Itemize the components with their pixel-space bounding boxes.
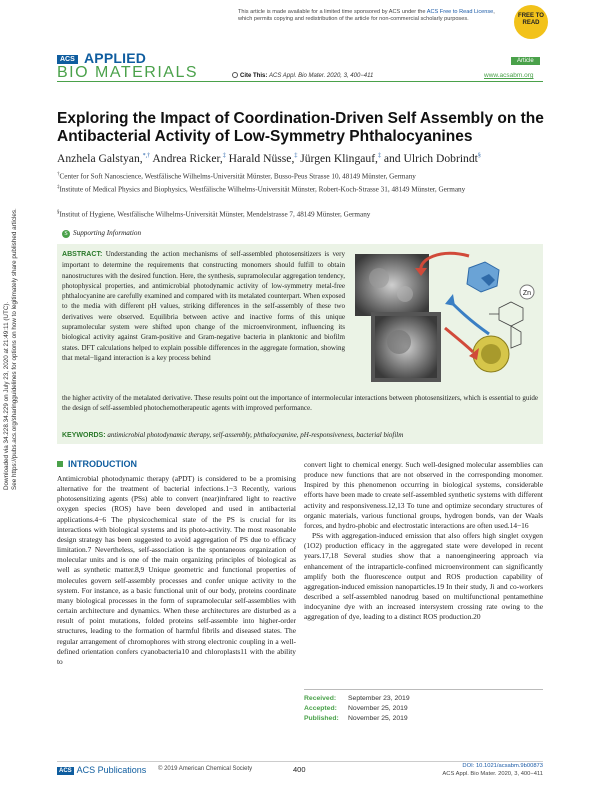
toc-graphic — [349, 250, 539, 388]
micrograph-particle — [397, 286, 413, 302]
section-marker — [57, 461, 63, 467]
keywords: KEYWORDS: antimicrobial photodynamic therapy, self-assembly, phthalocyanine, pH-responsiveness, bacterial biofilm — [62, 431, 404, 439]
aggregate-core — [481, 344, 501, 364]
journal-url-link[interactable]: www.acsabm.org — [484, 72, 534, 79]
author[interactable]: Anzhela Galstyan, — [57, 152, 143, 165]
history-divider — [304, 689, 543, 690]
abstract-text: ABSTRACT: Understanding the action mechanisms of self-assembled photosensitizers is very important to determine the requirements that constructing monomers should fulfill to obtain nanostructures with the desired function. Here, the synthesis, supramolecular aggregation tendency, photophysical properties, and antimicrobial photodynamic activity of low-symmetry metal-free phthalocyanine are carefully examined and compared with its metalated counterpart. When exposed to the media with different pH values, striking differences in the self-assembly of these two derivatives were observed. Equilibria between active and inactive forms of this unique supramolecular system were shifted upon change of the microenvironment, influencing its biological activity against Gram-positive and Gram-negative bacteria in planktonic and biofilm states. DFT calculations helped to explain possible differences in the aggregate formation, showing that metal−ligand interaction is a key process behind — [62, 250, 346, 362]
author-list: Anzhela Galstyan,*,† Andrea Ricker,‡ Harald Nüsse,‡ Jürgen Klingauf,‡ and Ulrich Dobrindt§ — [57, 152, 481, 165]
abstract-text-continued: the higher activity of the metalated derivative. These results point out the importance of intermolecular interactions between photosensitizers, which is essential to guide the design of self-assembled photochemotherapeutic agents with improved performance. — [62, 394, 538, 413]
license-link[interactable]: ACS Free to Read License — [426, 9, 494, 15]
doi-link[interactable]: DOI: 10.1021/acsabm.9b00873 — [462, 763, 543, 769]
paragraph: PSs with aggregation-induced emission that also offers high singlet oxygen (1O2) production efficacy in the aggregated state were developed in recent years.17,18 Several studies show that a nanoengineering approach via enhancement of the intraparticle-confined microenvironment can significantly amplify both the fluorescence output and ROS production capability of aggregation-induced emission nanoparticles.19 In their study, Ji and co-workers described a self-assembled nanodrug based on multifunctional pentamethine indocyanine dye with an increased intersystem crossing rate owing to the aggregation of dye, leading to a distinct ROS production.20 — [304, 531, 543, 622]
publisher-logo[interactable]: ACS ACS Publications — [59, 765, 147, 775]
micrograph-top — [355, 254, 429, 316]
cite-this[interactable]: Cite This: ACS Appl. Bio Mater. 2020, 3, 400−411 — [232, 72, 373, 79]
author[interactable]: Andrea Ricker, — [150, 152, 223, 165]
author[interactable]: and Ulrich Dobrindt — [380, 152, 478, 165]
copyright: © 2019 American Chemical Society — [158, 766, 253, 772]
supporting-info-icon: S — [62, 230, 70, 238]
journal-name-line1: APPLIED — [84, 50, 147, 66]
paragraph: Antimicrobial photodynamic therapy (aPDT) is considered to be a promising alternative for the treatment of bacterial infections.1−3 Recently, various photosensitizing agents (PSs) able to convert (near)infrared light to reactive oxygen species (ROS) have been developed and used in antibacterial applications.4−6 The physicochemical state of the PS is crucial for its interactions with biological systems and its photo-activity. The most reasonable design strategy has been suggested to avoid aggregation of PS due to efficacy limitation.7 Nevertheless, self-association is the spontaneous organization of molecular units and is one of the main organizing principles of biological as well as synthetic matter.8,9 Unique geometric and functional properties of molecules govern self-assembly processes and confer unique activity to the system. For instance, as a basic functional unit of our body, proteins coordinate many biological processes in the form of supramolecular self-assemblies with certain architecture and dynamics. When these architectures are disturbed as a result of point mutations, folded proteins self-assemble into higher-order structures, leading to the formation of harmful fibrils and diseased states. The regular arrangement of chromophores with strong electronic coupling in a well-defined orientation confers cyanobacteria10 and chloroplasts11 with the ability to — [57, 474, 296, 666]
footer-divider — [57, 761, 543, 762]
section-heading-introduction: INTRODUCTION — [57, 459, 137, 469]
article-type-badge: Article — [511, 57, 540, 65]
page-number: 400 — [293, 765, 306, 774]
intro-right-column — [304, 460, 543, 623]
supporting-info-link[interactable]: S Supporting Information — [62, 229, 141, 238]
download-notice: Downloaded via 34.228.34.229 on July 23, 2020 at 21:49:11 (UTC). See https://pubs.acs.org/sharingguidelines for options on how to legitimately share published articles. — [3, 208, 18, 490]
affiliation: ‡Institute of Medical Physics and Biophysics, Westfälische Wilhelms-Universität Münster, Robert-Koch-Strasse 31, 48149 Münster, Germany — [57, 185, 466, 194]
intro-left-column — [57, 474, 296, 667]
micrograph-particle — [369, 268, 389, 288]
article-title: Exploring the Impact of Coordination-Driven Self Assembly on the Antibacterial Activity of Low-Symmetry Phthalocyanines — [57, 110, 544, 145]
paragraph: convert light to chemical energy. Such well-designed molecular assemblies can produce new functions that are not observed in the corresponding monomer. Inspired by this phenomenon occurring in biological systems, considerable efforts have been made to create self-assembled synthetic systems with different activity and responsiveness.12,13 To tune and optimize secondary structures of organic materials, various functional groups, hydrogen bonds, van der Waals forces, and hydro-phobic and electrostatic interactions are often used.14−16 — [304, 460, 543, 530]
free-to-read-badge: FREE TO READ — [514, 5, 548, 39]
publication-history: Received: September 23, 2019 Accepted: November 25, 2019 Published: November 25, 2019 — [304, 695, 410, 722]
author[interactable]: Harald Nüsse, — [225, 152, 295, 165]
author[interactable]: Jürgen Klingauf, — [297, 152, 378, 165]
header-divider — [57, 81, 543, 82]
affiliation: §Institut of Hygiene, Westfälische Wilhelms-Universität Münster, Mendelstrasse 7, 48149 Münster, Germany — [57, 210, 371, 219]
micrograph-particle — [387, 330, 411, 354]
acs-logo: ACS — [57, 55, 78, 64]
journal-name-line2: BIO MATERIALS — [57, 64, 199, 81]
doi-block: DOI: 10.1021/acsabm.9b00873 ACS Appl. Bio Mater. 2020, 3, 400−411 — [442, 763, 543, 777]
cite-icon — [232, 72, 238, 78]
affiliation: †Center for Soft Nanoscience, Westfälische Wilhelms-Universität Münster, Busso-Peus Strasse 10, 48149 Münster, Germany — [57, 172, 416, 181]
license-banner: This article is made available for a limited time sponsored by ACS under the ACS Free to Read License, which permits copying and redistribution of the article for non-commercial scholarly purposes. — [238, 9, 495, 23]
zinc-label: Zn — [522, 290, 532, 297]
